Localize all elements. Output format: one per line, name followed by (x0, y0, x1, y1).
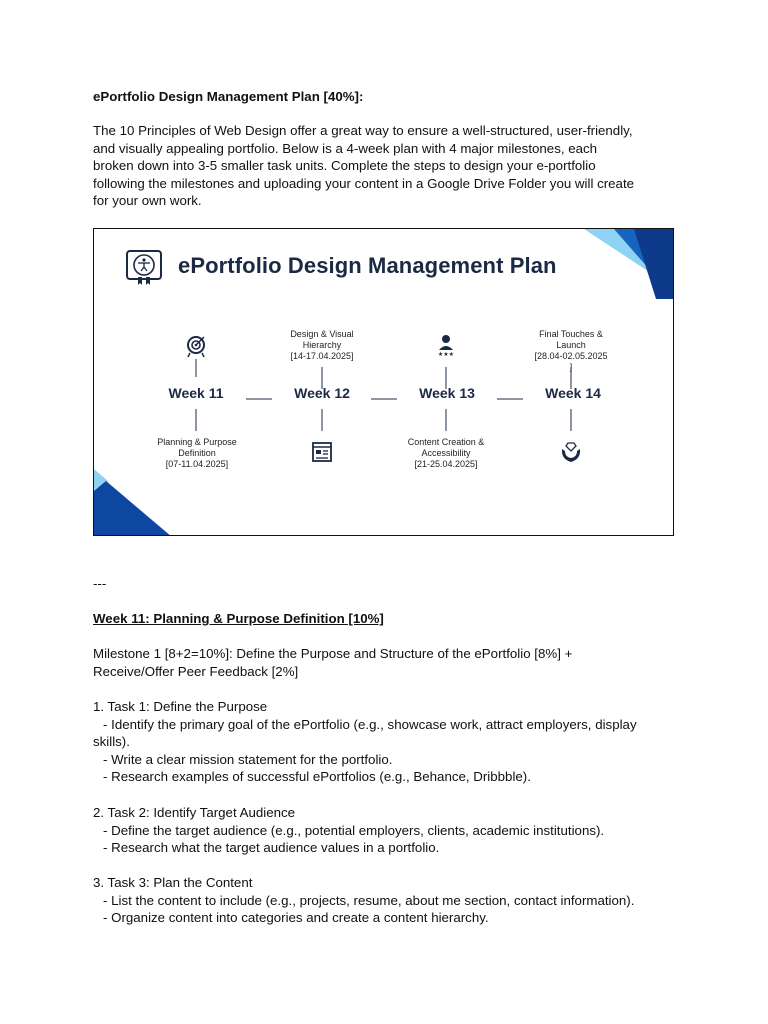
target-icon (188, 337, 204, 357)
label-date: [28.04-02.05.2025 (534, 351, 608, 361)
milestone-line: Milestone 1 [8+2=10%]: Define the Purpose and Structure of the ePortfolio [8%] + (93, 646, 573, 661)
label-line: Planning & Purpose (157, 437, 237, 447)
label-line: Design & Visual (290, 329, 354, 339)
week-14-description (516, 329, 626, 373)
timeline-figure (93, 228, 674, 536)
week-11-label: Week 11 (168, 385, 224, 401)
intro-paragraph (93, 122, 683, 210)
task-item: - Identify the primary goal of the ePortfolio (e.g., showcase work, attract employers, display (103, 716, 637, 732)
task-item: - List the content to include (e.g., projects, resume, about me section, contact information). (103, 892, 635, 908)
doc-title: ePortfolio Design Management Plan [40%]: (93, 89, 364, 104)
task-3 (93, 874, 683, 927)
hands-diamond-icon (562, 443, 580, 462)
separator: --- (93, 576, 107, 591)
week-13-description (391, 437, 501, 470)
label-line: Final Touches & (539, 329, 603, 339)
intro-line: following the milestones and uploading your content in a Google Drive Folder you will create (93, 175, 635, 191)
task-item: - Research examples of successful ePortfolios (e.g., Behance, Dribbble). (103, 769, 531, 785)
task-2 (93, 804, 683, 857)
label-line: Hierarchy (302, 340, 342, 350)
label-date: [21-25.04.2025] (414, 459, 478, 469)
week-12-description (267, 329, 377, 362)
task-title: 1. Task 1: Define the Purpose (93, 699, 268, 714)
label-line: Accessibility (421, 448, 471, 458)
week-11-description (142, 437, 252, 470)
label-date: [14-17.04.2025] (290, 351, 354, 361)
label-line: Launch (556, 340, 586, 350)
task-title: 3. Task 3: Plan the Content (93, 875, 253, 890)
accessibility-badge-icon (127, 251, 161, 285)
intro-line: and visually appealing portfolio. Below is a 4-week plan with 4 major milestones, each (93, 140, 598, 156)
intro-line: for your own work. (93, 193, 202, 209)
milestone-1 (93, 645, 683, 680)
week-11-heading: Week 11: Planning & Purpose Definition [10%] (93, 611, 384, 626)
corner-accent-dark (94, 481, 172, 536)
figure-title: ePortfolio Design Management Plan (178, 253, 557, 278)
layout-icon (313, 443, 331, 461)
week-14-label: Week 14 (545, 385, 601, 401)
intro-line: broken down into 3-5 smaller task units. Complete the steps to design your e-portfolio (93, 158, 596, 174)
task-item-cont: skills). (93, 734, 130, 750)
milestone-line: Receive/Offer Peer Feedback [2%] (93, 663, 299, 679)
week-13-label: Week 13 (419, 385, 475, 401)
intro-line: The 10 Principles of Web Design offer a great way to ensure a well-structured, user-friendly, (93, 123, 633, 138)
user-rating-icon (438, 335, 454, 358)
label-line: Content Creation & (407, 437, 485, 447)
label-date: [07-11.04.2025] (165, 459, 229, 469)
task-item: - Organize content into categories and create a content hierarchy. (103, 910, 489, 926)
week-12-label: Week 12 (294, 385, 350, 401)
label-line: Definition (178, 448, 216, 458)
task-item: - Write a clear mission statement for the portfolio. (103, 751, 393, 767)
task-item: - Define the target audience (e.g., potential employers, clients, academic institutions). (103, 822, 605, 838)
label-line: ] (569, 362, 573, 372)
task-title: 2. Task 2: Identify Target Audience (93, 805, 296, 820)
svg-text:★★★: ★★★ (437, 351, 455, 358)
task-1 (93, 698, 683, 786)
task-item: - Research what the target audience values in a portfolio. (103, 840, 440, 856)
